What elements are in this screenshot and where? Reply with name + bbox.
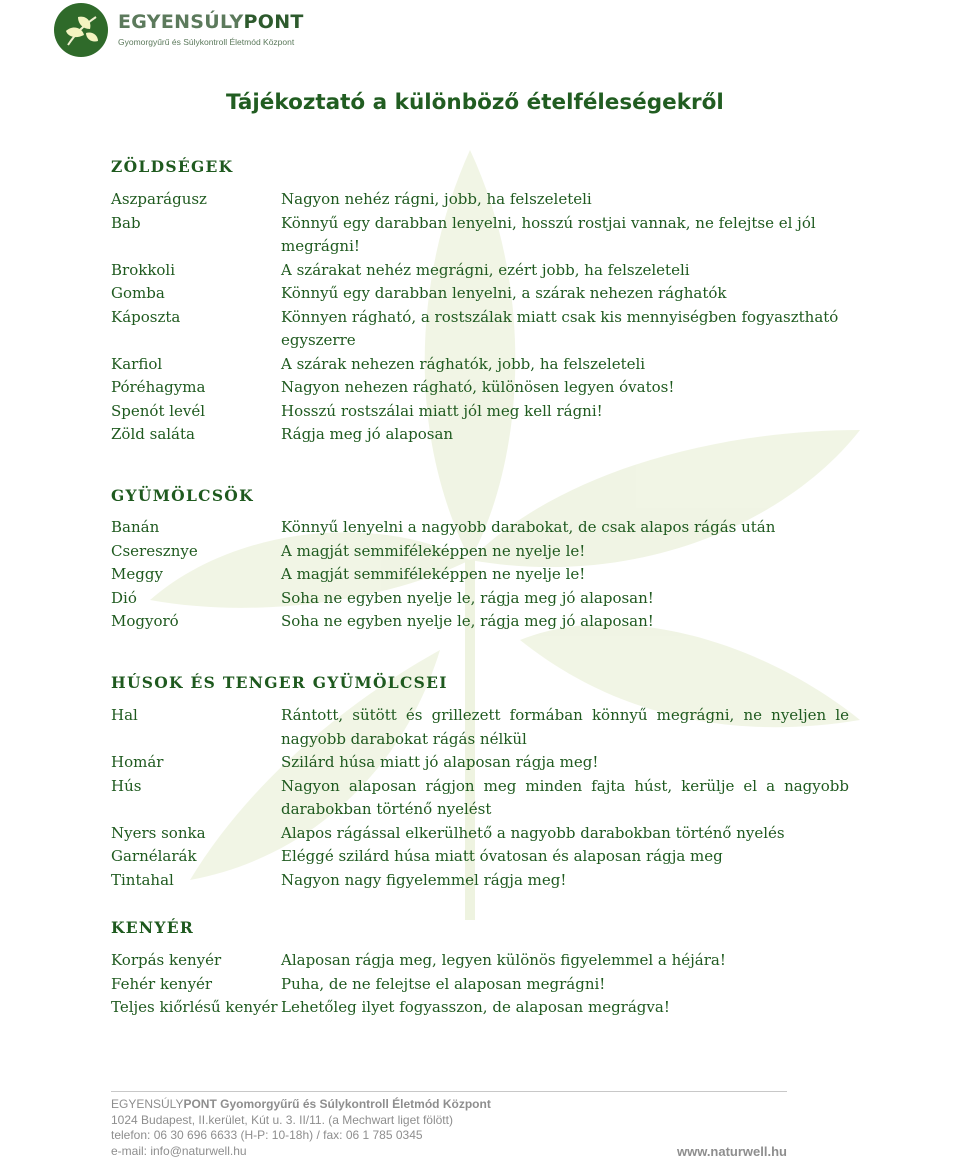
food-name: Banán [111, 516, 281, 540]
food-advice: A magját semmiféleképpen ne nyelje le! [281, 540, 849, 564]
footer-address: 1024 Budapest, II.kerület, Kút u. 3. II/11. (a Mechwart liget fölött) [111, 1113, 787, 1129]
food-name: Homár [111, 751, 281, 775]
food-advice: A szárakat nehéz megrágni, ezért jobb, ha felszeleteli [281, 259, 849, 283]
food-name: Póréhagyma [111, 376, 281, 400]
footer-website-link[interactable]: www.naturwell.hu [677, 1144, 787, 1159]
table-row [111, 259, 851, 283]
food-name: Spenót levél [111, 400, 281, 424]
food-name: Meggy [111, 563, 281, 587]
footer-phone: telefon: 06 30 696 6633 (H-P: 10-18h) / fax: 06 1 785 0345 [111, 1128, 787, 1144]
table-row [111, 775, 851, 822]
section-zoldsegek [111, 155, 851, 447]
section-gyumolcsok [111, 484, 851, 634]
footer-divider [111, 1091, 787, 1092]
table-row [111, 540, 851, 564]
food-advice: Eléggé szilárd húsa miatt óvatosan és alaposan rágja meg [281, 845, 849, 869]
food-advice: Nagyon alaposan rágjon meg minden fajta húst, kerülje el a nagyobb darabokban történő nyelést [281, 775, 849, 822]
food-advice: Könnyen rágható, a rostszálak miatt csak kis mennyiségben fogyasztható egyszerre [281, 306, 849, 353]
section-heading: GYÜMÖLCSÖK [111, 484, 851, 508]
table-row [111, 949, 851, 973]
table-row [111, 751, 851, 775]
table-row [111, 376, 851, 400]
food-advice: Soha ne egyben nyelje le, rágja meg jó alaposan! [281, 610, 849, 634]
footer-org: EGYENSÚLYPONT Gyomorgyűrű és Súlykontroll Életmód Központ [111, 1097, 787, 1113]
food-advice: A magját semmiféleképpen ne nyelje le! [281, 563, 849, 587]
table-row [111, 845, 851, 869]
food-name: Karfiol [111, 353, 281, 377]
section-heading: ZÖLDSÉGEK [111, 155, 851, 179]
food-advice: A szárak nehezen rághatók, jobb, ha felszeleteli [281, 353, 849, 377]
food-advice: Puha, de ne felejtse el alaposan megrágni! [281, 973, 849, 997]
footer-email[interactable]: e-mail: info@naturwell.hu [111, 1144, 787, 1159]
food-name: Tintahal [111, 869, 281, 893]
food-advice: Lehetőleg ilyet fogyasszon, de alaposan megrágva! [281, 996, 849, 1020]
section-kenyer [111, 916, 851, 1020]
logo-name: EGYENSÚLYPONT [118, 11, 304, 33]
food-name: Nyers sonka [111, 822, 281, 846]
table-row [111, 353, 851, 377]
food-advice: Nagyon nehezen rágható, különösen legyen óvatos! [281, 376, 849, 400]
food-name: Garnélarák [111, 845, 281, 869]
logo [54, 3, 314, 57]
table-row [111, 188, 851, 212]
document-title: Tájékoztató a különböző ételféleségekről [226, 90, 724, 115]
table-row [111, 610, 851, 634]
food-name: Fehér kenyér [111, 973, 281, 997]
food-name: Gomba [111, 282, 281, 306]
food-name: Bab [111, 212, 281, 259]
food-name: Mogyoró [111, 610, 281, 634]
food-advice: Rágja meg jó alaposan [281, 423, 849, 447]
section-husok [111, 671, 851, 892]
food-name: Káposzta [111, 306, 281, 353]
food-advice: Könnyű egy darabban lenyelni, hosszú rostjai vannak, ne felejtse el jól megrágni! [281, 212, 849, 259]
table-row [111, 587, 851, 611]
food-advice: Könnyű lenyelni a nagyobb darabokat, de csak alapos rágás után [281, 516, 849, 540]
table-row [111, 973, 851, 997]
food-name: Cseresznye [111, 540, 281, 564]
food-advice: Hosszú rostszálai miatt jól meg kell rágni! [281, 400, 849, 424]
table-row [111, 212, 851, 259]
food-name: Zöld saláta [111, 423, 281, 447]
section-heading: HÚSOK ÉS TENGER GYÜMÖLCSEI [111, 671, 851, 695]
food-name: Brokkoli [111, 259, 281, 283]
table-row [111, 996, 851, 1020]
food-name: Hal [111, 704, 281, 751]
table-row [111, 400, 851, 424]
food-advice: Nagyon nehéz rágni, jobb, ha felszeleteli [281, 188, 849, 212]
section-heading: KENYÉR [111, 916, 851, 940]
food-advice: Soha ne egyben nyelje le, rágja meg jó alaposan! [281, 587, 849, 611]
food-advice: Rántott, sütött és grillezett formában könnyű megrágni, ne nyeljen le nagyobb darabokat rágás nélkül [281, 704, 849, 751]
table-row [111, 423, 851, 447]
table-row [111, 516, 851, 540]
table-row [111, 822, 851, 846]
logo-leaf-icon [54, 3, 108, 57]
food-name: Aszparágusz [111, 188, 281, 212]
table-row [111, 704, 851, 751]
food-name: Dió [111, 587, 281, 611]
table-row [111, 306, 851, 353]
table-row [111, 563, 851, 587]
footer [111, 1097, 787, 1159]
food-name: Teljes kiőrlésű kenyér [111, 996, 281, 1020]
food-name: Hús [111, 775, 281, 822]
food-advice: Alapos rágással elkerülhető a nagyobb darabokban történő nyelés [281, 822, 849, 846]
food-advice: Nagyon nagy figyelemmel rágja meg! [281, 869, 849, 893]
food-advice: Könnyű egy darabban lenyelni, a szárak nehezen rághatók [281, 282, 849, 306]
food-advice: Alaposan rágja meg, legyen különös figyelemmel a héjára! [281, 949, 849, 973]
food-name: Korpás kenyér [111, 949, 281, 973]
table-row [111, 869, 851, 893]
table-row [111, 282, 851, 306]
logo-subtitle: Gyomorgyűrű és Súlykontroll Életmód Központ [118, 37, 294, 47]
food-advice: Szilárd húsa miatt jó alaposan rágja meg! [281, 751, 849, 775]
